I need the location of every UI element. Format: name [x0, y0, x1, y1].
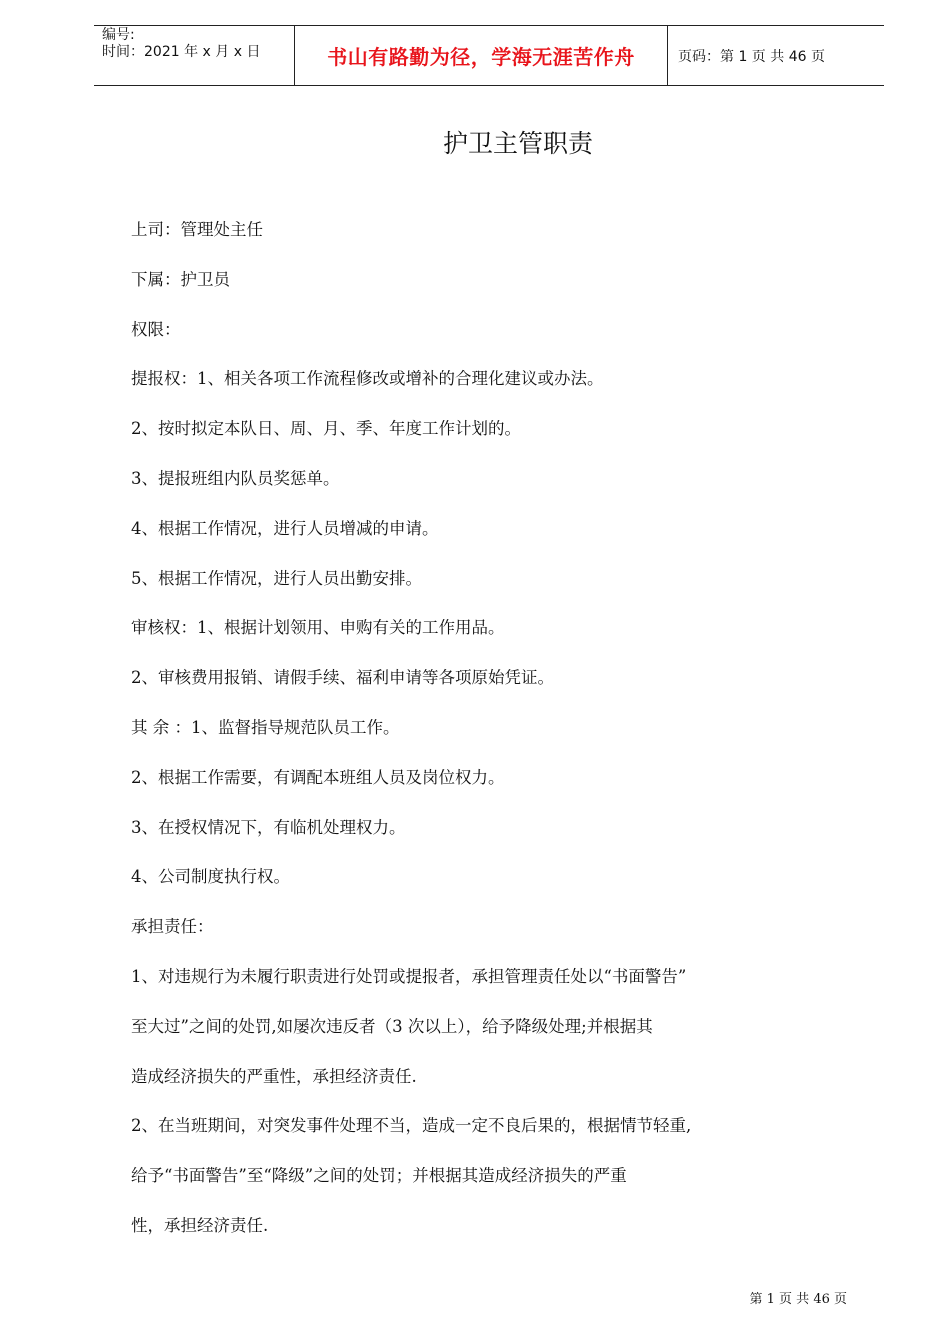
body-line: 至大过”之间的处罚,如屡次违反者（3 次以上），给予降级处理;并根据其 — [131, 1016, 653, 1036]
body-line: 2、在当班期间，对突发事件处理不当，造成一定不良后果的，根据情节轻重, — [131, 1116, 692, 1136]
body-line: 4、公司制度执行权。 — [131, 867, 290, 887]
body-line: 2、根据工作需要，有调配本班组人员及岗位权力。 — [131, 767, 505, 787]
body-line: 造成经济损失的严重性，承担经济责任. — [131, 1066, 417, 1086]
body-line: 1、对违规行为未履行职责进行处罚或提报者，承担管理责任处以“书面警告” — [131, 966, 687, 986]
body-line: 性，承担经济责任. — [131, 1215, 269, 1235]
document-body — [131, 215, 831, 1261]
body-line: 权限： — [131, 319, 181, 339]
body-line: 3、在授权情况下，有临机处理权力。 — [131, 817, 406, 837]
body-line: 提报权：1、相关各项工作流程修改或增补的合理化建议或办法。 — [131, 369, 604, 389]
header-page-info: 页码：第 1 页 共 46 页 — [678, 48, 825, 65]
body-line: 2、审核费用报销、请假手续、福利申请等各项原始凭证。 — [131, 668, 554, 688]
body-line: 承担责任： — [131, 917, 214, 937]
document-date: 时间：2021 年 x 月 x 日 — [102, 44, 261, 60]
body-line: 给予“书面警告”至“降级”之间的处罚；并根据其造成经济损失的严重 — [131, 1166, 627, 1186]
header-motto: 书山有路勤为径，学海无涯苦作舟 — [295, 26, 668, 85]
document-title: 护卫主管职责 — [442, 129, 593, 158]
body-line: 3、提报班组内队员奖惩单。 — [131, 468, 340, 488]
page-header — [94, 25, 884, 86]
header-meta — [94, 26, 295, 85]
body-line: 5、根据工作情况，进行人员出勤安排。 — [131, 568, 422, 588]
body-line: 2、按时拟定本队日、周、月、季、年度工作计划的。 — [131, 419, 521, 439]
document-number-label: 编号: — [102, 27, 135, 43]
page-footer-page-number: 第 1 页 共 46 页 — [749, 1292, 847, 1307]
body-line: 下属：护卫员 — [131, 269, 230, 289]
body-line: 上司：管理处主任 — [131, 220, 263, 239]
body-line: 4、根据工作情况，进行人员增减的申请。 — [131, 518, 439, 538]
body-line: 其 余 ：1、监督指导规范队员工作。 — [131, 717, 400, 737]
body-line: 审核权：1、根据计划领用、申购有关的工作用品。 — [131, 618, 505, 638]
